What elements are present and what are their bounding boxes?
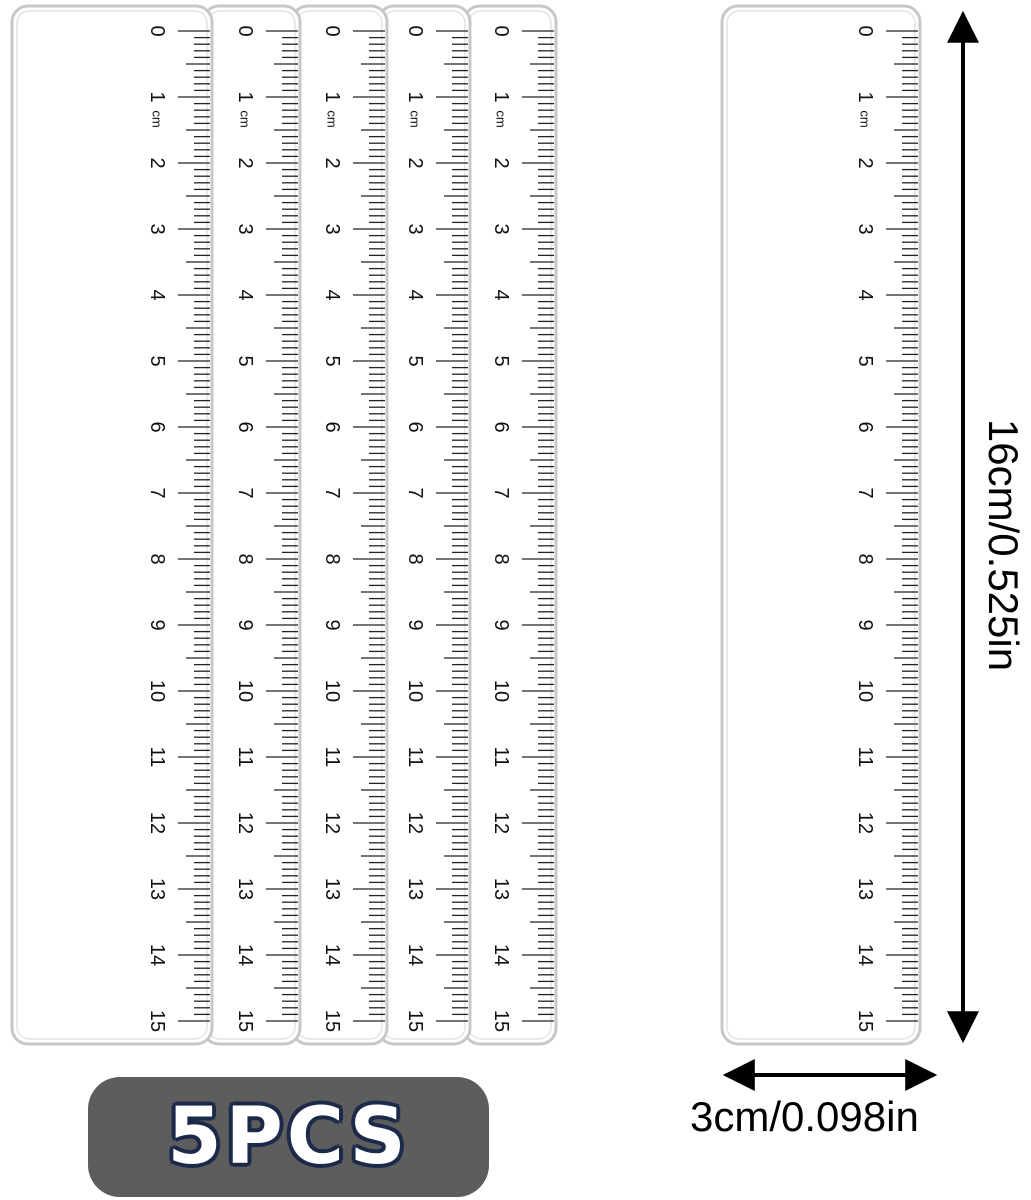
ruler-number: 11 [404, 746, 426, 768]
ruler-number: 1 [490, 91, 512, 103]
ruler-number: 0 [234, 25, 256, 37]
ruler-number: 7 [404, 487, 426, 499]
ruler-number: 9 [234, 619, 256, 631]
ruler-unit-label: cm [324, 110, 340, 128]
ruler-number: 0 [854, 25, 876, 37]
ruler-number: 14 [234, 943, 256, 967]
ruler-number: 7 [854, 487, 876, 499]
ruler-number: 3 [234, 223, 256, 235]
ruler-number: 13 [854, 877, 876, 901]
ruler-number: 11 [854, 746, 876, 768]
ruler-number: 6 [490, 421, 512, 433]
ruler-number: 3 [490, 223, 512, 235]
ruler-number: 11 [490, 746, 512, 768]
ruler-number: 7 [321, 487, 343, 499]
ruler-number: 1 [854, 91, 876, 103]
ruler-number: 6 [234, 421, 256, 433]
ruler-number: 13 [146, 877, 168, 901]
ruler-number: 5 [234, 355, 256, 367]
ruler-number: 6 [854, 421, 876, 433]
ruler-number: 3 [321, 223, 343, 235]
ruler-number: 10 [321, 679, 343, 703]
ruler-number: 5 [146, 355, 168, 367]
ruler-number: 13 [321, 877, 343, 901]
ruler-number: 4 [404, 289, 426, 301]
ruler-number: 15 [146, 1009, 168, 1033]
ruler-number: 4 [854, 289, 876, 301]
ruler-number: 11 [146, 746, 168, 768]
ruler-number: 0 [404, 25, 426, 37]
ruler-number: 3 [854, 223, 876, 235]
ruler-number: 8 [854, 553, 876, 565]
ruler-unit-label: cm [237, 110, 253, 128]
ruler-number: 4 [490, 289, 512, 301]
ruler-number: 14 [404, 943, 426, 967]
ruler-number: 5 [490, 355, 512, 367]
ruler-number: 10 [234, 679, 256, 703]
ruler-number: 8 [234, 553, 256, 565]
ruler-number: 12 [234, 811, 256, 835]
ruler-1 [12, 6, 212, 1044]
ruler-number: 13 [234, 877, 256, 901]
ruler-number: 0 [490, 25, 512, 37]
ruler-number: 0 [321, 25, 343, 37]
ruler-number: 15 [854, 1009, 876, 1033]
ruler-single [722, 6, 920, 1044]
ruler-number: 12 [490, 811, 512, 835]
ruler-number: 7 [146, 487, 168, 499]
ruler-number: 7 [234, 487, 256, 499]
ruler-number: 2 [234, 157, 256, 169]
ruler-number: 5 [854, 355, 876, 367]
ruler-number: 6 [404, 421, 426, 433]
ruler-number: 10 [854, 679, 876, 703]
ruler-number: 1 [234, 91, 256, 103]
ruler-number: 14 [321, 943, 343, 967]
ruler-number: 1 [404, 91, 426, 103]
ruler-number: 8 [321, 553, 343, 565]
ruler-number: 2 [854, 157, 876, 169]
quantity-badge-text: 5PCS [167, 1092, 410, 1182]
ruler-number: 13 [490, 877, 512, 901]
ruler-number: 14 [146, 943, 168, 967]
ruler-4 [378, 6, 470, 1044]
ruler-2 [203, 6, 300, 1044]
ruler-number: 4 [146, 289, 168, 301]
ruler-number: 1 [321, 91, 343, 103]
ruler-number: 9 [490, 619, 512, 631]
ruler-number: 3 [404, 223, 426, 235]
ruler-number: 8 [146, 553, 168, 565]
ruler-number: 0 [146, 25, 168, 37]
ruler-body [12, 6, 212, 1044]
ruler-number: 12 [146, 811, 168, 835]
ruler-number: 15 [321, 1009, 343, 1033]
ruler-number: 9 [321, 619, 343, 631]
ruler-number: 8 [490, 553, 512, 565]
ruler-number: 12 [404, 811, 426, 835]
ruler-number: 3 [146, 223, 168, 235]
ruler-number: 9 [146, 619, 168, 631]
ruler-unit-label: cm [493, 110, 509, 128]
ruler-number: 5 [404, 355, 426, 367]
ruler-number: 2 [490, 157, 512, 169]
ruler-number: 12 [321, 811, 343, 835]
ruler-unit-label: cm [857, 110, 873, 128]
ruler-number: 11 [234, 746, 256, 768]
ruler-number: 14 [490, 943, 512, 967]
ruler-number: 2 [321, 157, 343, 169]
ruler-number: 1 [146, 91, 168, 103]
ruler-number: 10 [146, 679, 168, 703]
ruler-number: 5 [321, 355, 343, 367]
ruler-number: 10 [404, 679, 426, 703]
ruler-number: 10 [490, 679, 512, 703]
height-dimension-label: 16cm/0.525in [980, 418, 1027, 672]
ruler-unit-label: cm [407, 110, 423, 128]
ruler-number: 11 [321, 746, 343, 768]
width-dimension-label: 3cm/0.098in [690, 1093, 919, 1140]
ruler-3 [292, 6, 387, 1044]
ruler-number: 15 [404, 1009, 426, 1033]
ruler-number: 15 [234, 1009, 256, 1033]
ruler-number: 4 [234, 289, 256, 301]
ruler-number: 13 [404, 877, 426, 901]
ruler-number: 8 [404, 553, 426, 565]
ruler-unit-label: cm [149, 110, 165, 128]
ruler-number: 9 [404, 619, 426, 631]
ruler-number: 12 [854, 811, 876, 835]
ruler-number: 7 [490, 487, 512, 499]
ruler-number: 14 [854, 943, 876, 967]
quantity-badge [88, 1077, 489, 1197]
ruler-5 [464, 6, 556, 1044]
ruler-number: 2 [146, 157, 168, 169]
ruler-number: 9 [854, 619, 876, 631]
ruler-number: 4 [321, 289, 343, 301]
ruler-number: 15 [490, 1009, 512, 1033]
ruler-body [722, 6, 920, 1044]
ruler-number: 6 [321, 421, 343, 433]
ruler-number: 6 [146, 421, 168, 433]
ruler-number: 2 [404, 157, 426, 169]
